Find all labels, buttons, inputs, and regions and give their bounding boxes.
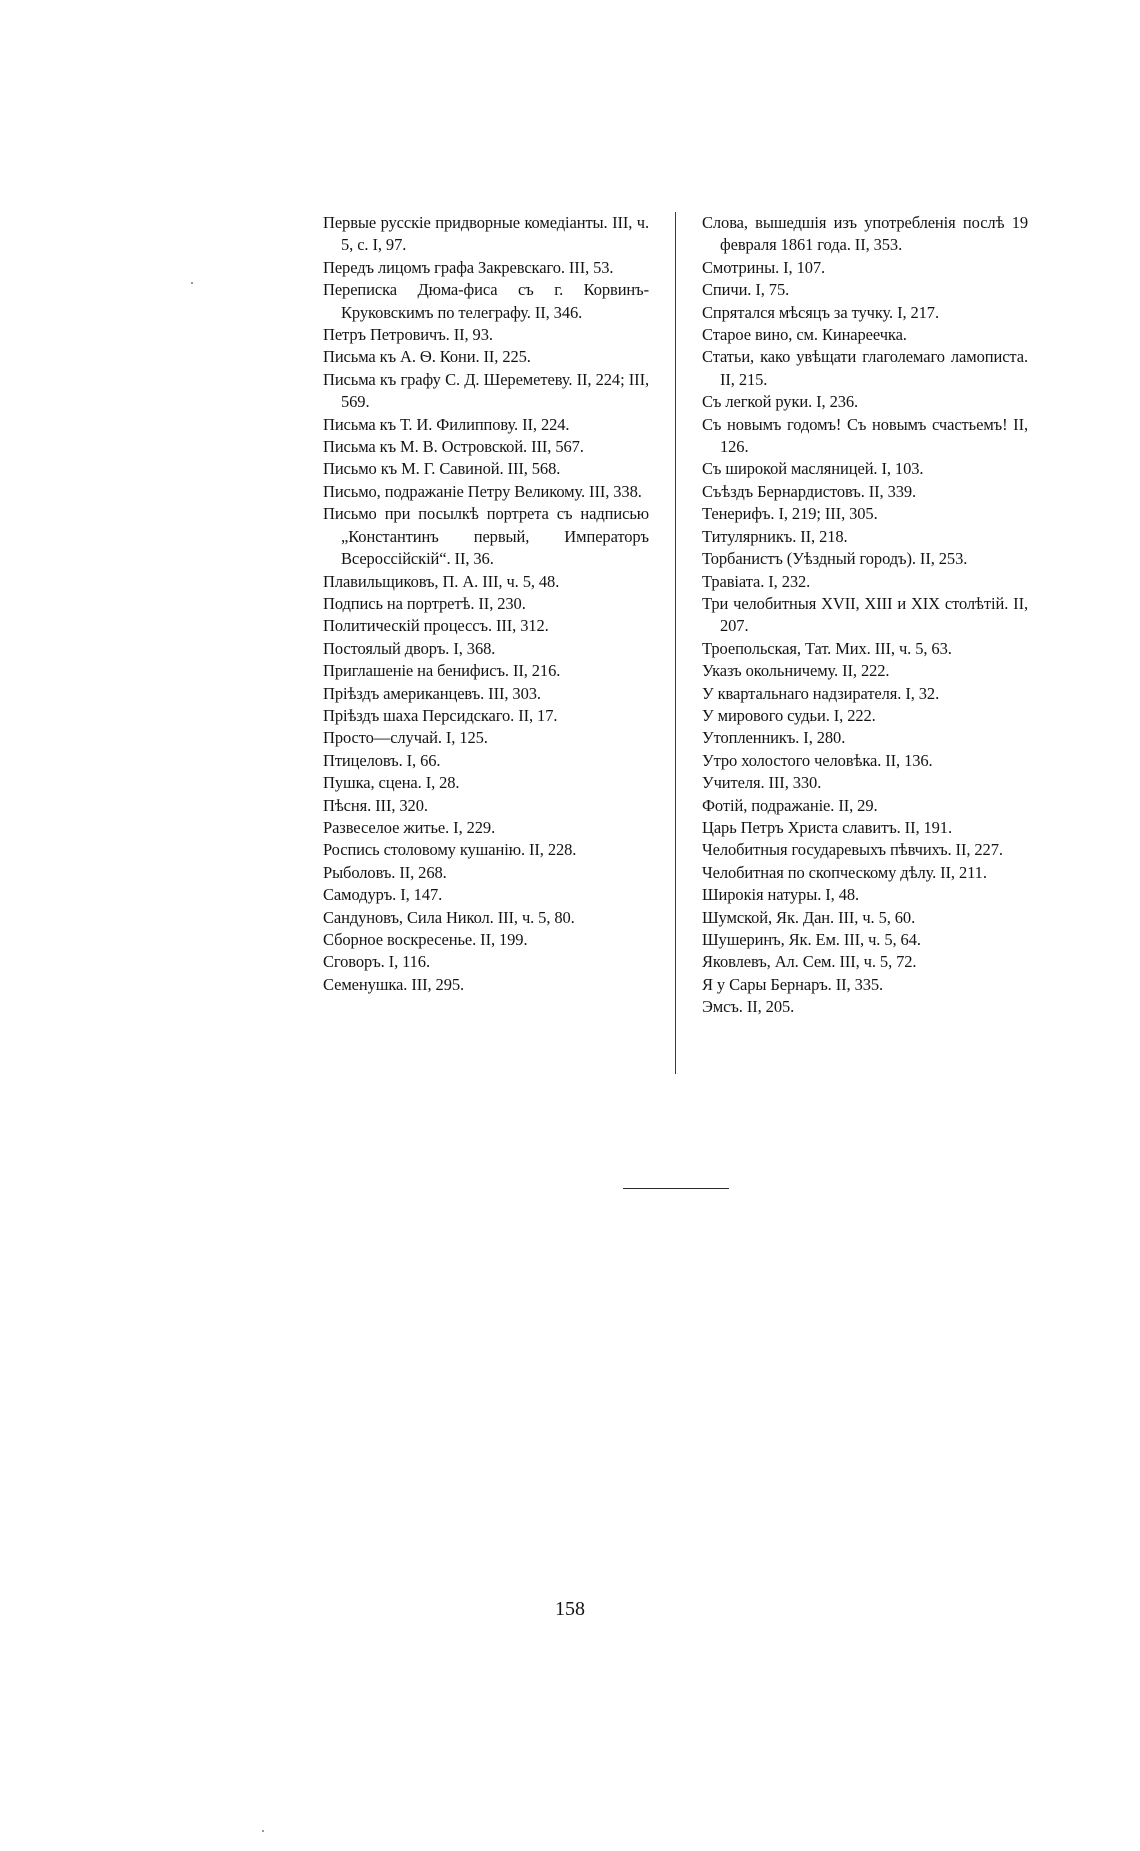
index-entry: Сборное воскресенье. II, 199. <box>323 930 528 949</box>
index-entry: Спичи. I, 75. <box>702 280 790 300</box>
index-entry: Переписка Дюма-фиса съ г. Корвинъ-Круковскимъ по телеграфу. II, 346. <box>323 280 649 322</box>
index-entry: Передъ лицомъ графа Закревскаго. III, 53. <box>323 257 614 277</box>
index-entry: Подпись на портретѣ. II, 230. <box>323 593 526 613</box>
scan-speck <box>262 1830 264 1832</box>
index-entry: Указъ окольничему. II, 222. <box>702 661 890 681</box>
index-entry: Утро холостого человѣка. II, 136. <box>702 750 933 770</box>
index-entry: Съ новымъ годомъ! Съ новымъ счастьемъ! II, 126. <box>702 414 1028 457</box>
index-entry: Семенушка. III, 295. <box>323 974 465 994</box>
index-entry: Постоялый дворъ. I, 368. <box>323 638 496 658</box>
index-entry: Шумской, Як. Дан. III, ч. 5, 60. <box>702 907 916 927</box>
index-entry: Пріѣздъ шаха Персидскаго. II, 17. <box>323 705 558 725</box>
index-entry: Титулярникъ. II, 218. <box>702 526 848 546</box>
index-entry: У квартальнаго надзирателя. I, 32. <box>702 683 940 703</box>
index-entry: Торбанистъ (Уѣздный городъ). II, 253. <box>702 549 968 569</box>
index-entry: Яковлевъ, Ал. Сем. III, ч. 5, 72. <box>702 952 917 972</box>
scan-speck <box>191 282 193 284</box>
index-entry: Смотрины. I, 107. <box>702 257 826 277</box>
index-entry: Травіата. I, 232. <box>702 571 811 591</box>
index-entry: Старое вино, см. Кинареечка. <box>702 325 907 345</box>
index-entry: Слова, вышедшія изъ употребленія послѣ 19 февраля 1861 года. II, 353. <box>702 213 1028 255</box>
index-entry: Самодуръ. I, 147. <box>323 885 443 905</box>
index-entry: Письма къ графу С. Д. Шереметеву. II, 224; III, 569. <box>323 369 649 412</box>
index-entry: Тенерифъ. I, 219; III, 305. <box>702 504 878 524</box>
index-entry: Пѣсня. III, 320. <box>323 795 428 815</box>
index-entry: Письмо, подражаніе Петру Великому. III, 338. <box>323 481 642 501</box>
index-entry: Эмсъ. II, 205. <box>702 997 795 1017</box>
index-entry: У мирового судьи. I, 222. <box>702 705 876 725</box>
index-entry: Утопленникъ. I, 280. <box>702 728 846 748</box>
index-entry: Статьи, како увѣщати глаголемаго ламописта. II, 215. <box>702 347 1028 389</box>
index-entry: Съ широкой масляницей. I, 103. <box>702 459 924 479</box>
end-rule <box>623 1188 729 1189</box>
index-entry: Письма къ Т. И. Филиппову. II, 224. <box>323 414 570 434</box>
index-entry: Приглашеніе на бенифисъ. II, 216. <box>323 661 561 681</box>
index-entry: Съ легкой руки. I, 236. <box>702 392 859 412</box>
index-entry: Плавильщиковъ, П. А. III, ч. 5, 48. <box>323 571 560 591</box>
index-entry: Развеселое житье. I, 229. <box>323 817 496 837</box>
index-entry: Челобитныя государевыхъ пѣвчихъ. II, 227. <box>702 840 1003 860</box>
index-entry: Шушеринъ, Як. Ем. III, ч. 5, 64. <box>702 930 921 949</box>
index-entry: Пріѣздъ американцевъ. III, 303. <box>323 683 541 703</box>
index-entry: Пушка, сцена. I, 28. <box>323 773 460 793</box>
index-entry: Челобитная по скопческому дѣлу. II, 211. <box>702 862 987 882</box>
index-entry: Фотій, подражаніе. II, 29. <box>702 795 878 815</box>
index-entry: Я у Сары Бернаръ. II, 335. <box>702 974 884 994</box>
index-entry: Спрятался мѣсяцъ за тучку. I, 217. <box>702 302 939 322</box>
index-column-left <box>323 212 649 996</box>
index-entry: Письма къ М. В. Островской. III, 567. <box>323 437 584 457</box>
index-entry: Первые русскіе придворные комедіанты. III, ч. 5, с. I, 97. <box>323 213 649 255</box>
index-entry: Петръ Петровичъ. II, 93. <box>323 325 493 345</box>
index-entry: Письма къ А. Ѳ. Кони. II, 225. <box>323 347 531 367</box>
index-entry: Роспись столовому кушанію. II, 228. <box>323 840 577 860</box>
index-entry: Съѣздъ Бернардистовъ. II, 339. <box>702 481 917 501</box>
column-divider <box>675 212 676 1074</box>
index-entry: Сговоръ. I, 116. <box>323 952 430 972</box>
index-entry: Царь Петръ Христа славитъ. II, 191. <box>702 817 952 837</box>
index-column-right <box>702 212 1028 1019</box>
index-entry: Рыболовъ. II, 268. <box>323 862 447 882</box>
index-entry: Письмо къ М. Г. Савиной. III, 568. <box>323 459 561 479</box>
index-entry: Письмо при посылкѣ портрета съ надписью „Константинъ первый, Императоръ Всероссійскій“. II, 36. <box>323 504 649 569</box>
index-entry: Просто—случай. I, 125. <box>323 728 488 748</box>
page-number: 158 <box>555 1598 585 1620</box>
index-entry: Сандуновъ, Сила Никол. III, ч. 5, 80. <box>323 907 575 927</box>
index-entry: Широкія натуры. I, 48. <box>702 885 860 905</box>
index-entry: Птицеловъ. I, 66. <box>323 750 441 770</box>
index-entry: Три челобитныя XVII, XIII и XIX столѣтій. II, 207. <box>702 593 1028 636</box>
index-entry: Учителя. III, 330. <box>702 773 822 793</box>
index-entry: Троепольская, Тат. Мих. III, ч. 5, 63. <box>702 638 952 658</box>
index-entry: Политическій процессъ. III, 312. <box>323 616 549 636</box>
